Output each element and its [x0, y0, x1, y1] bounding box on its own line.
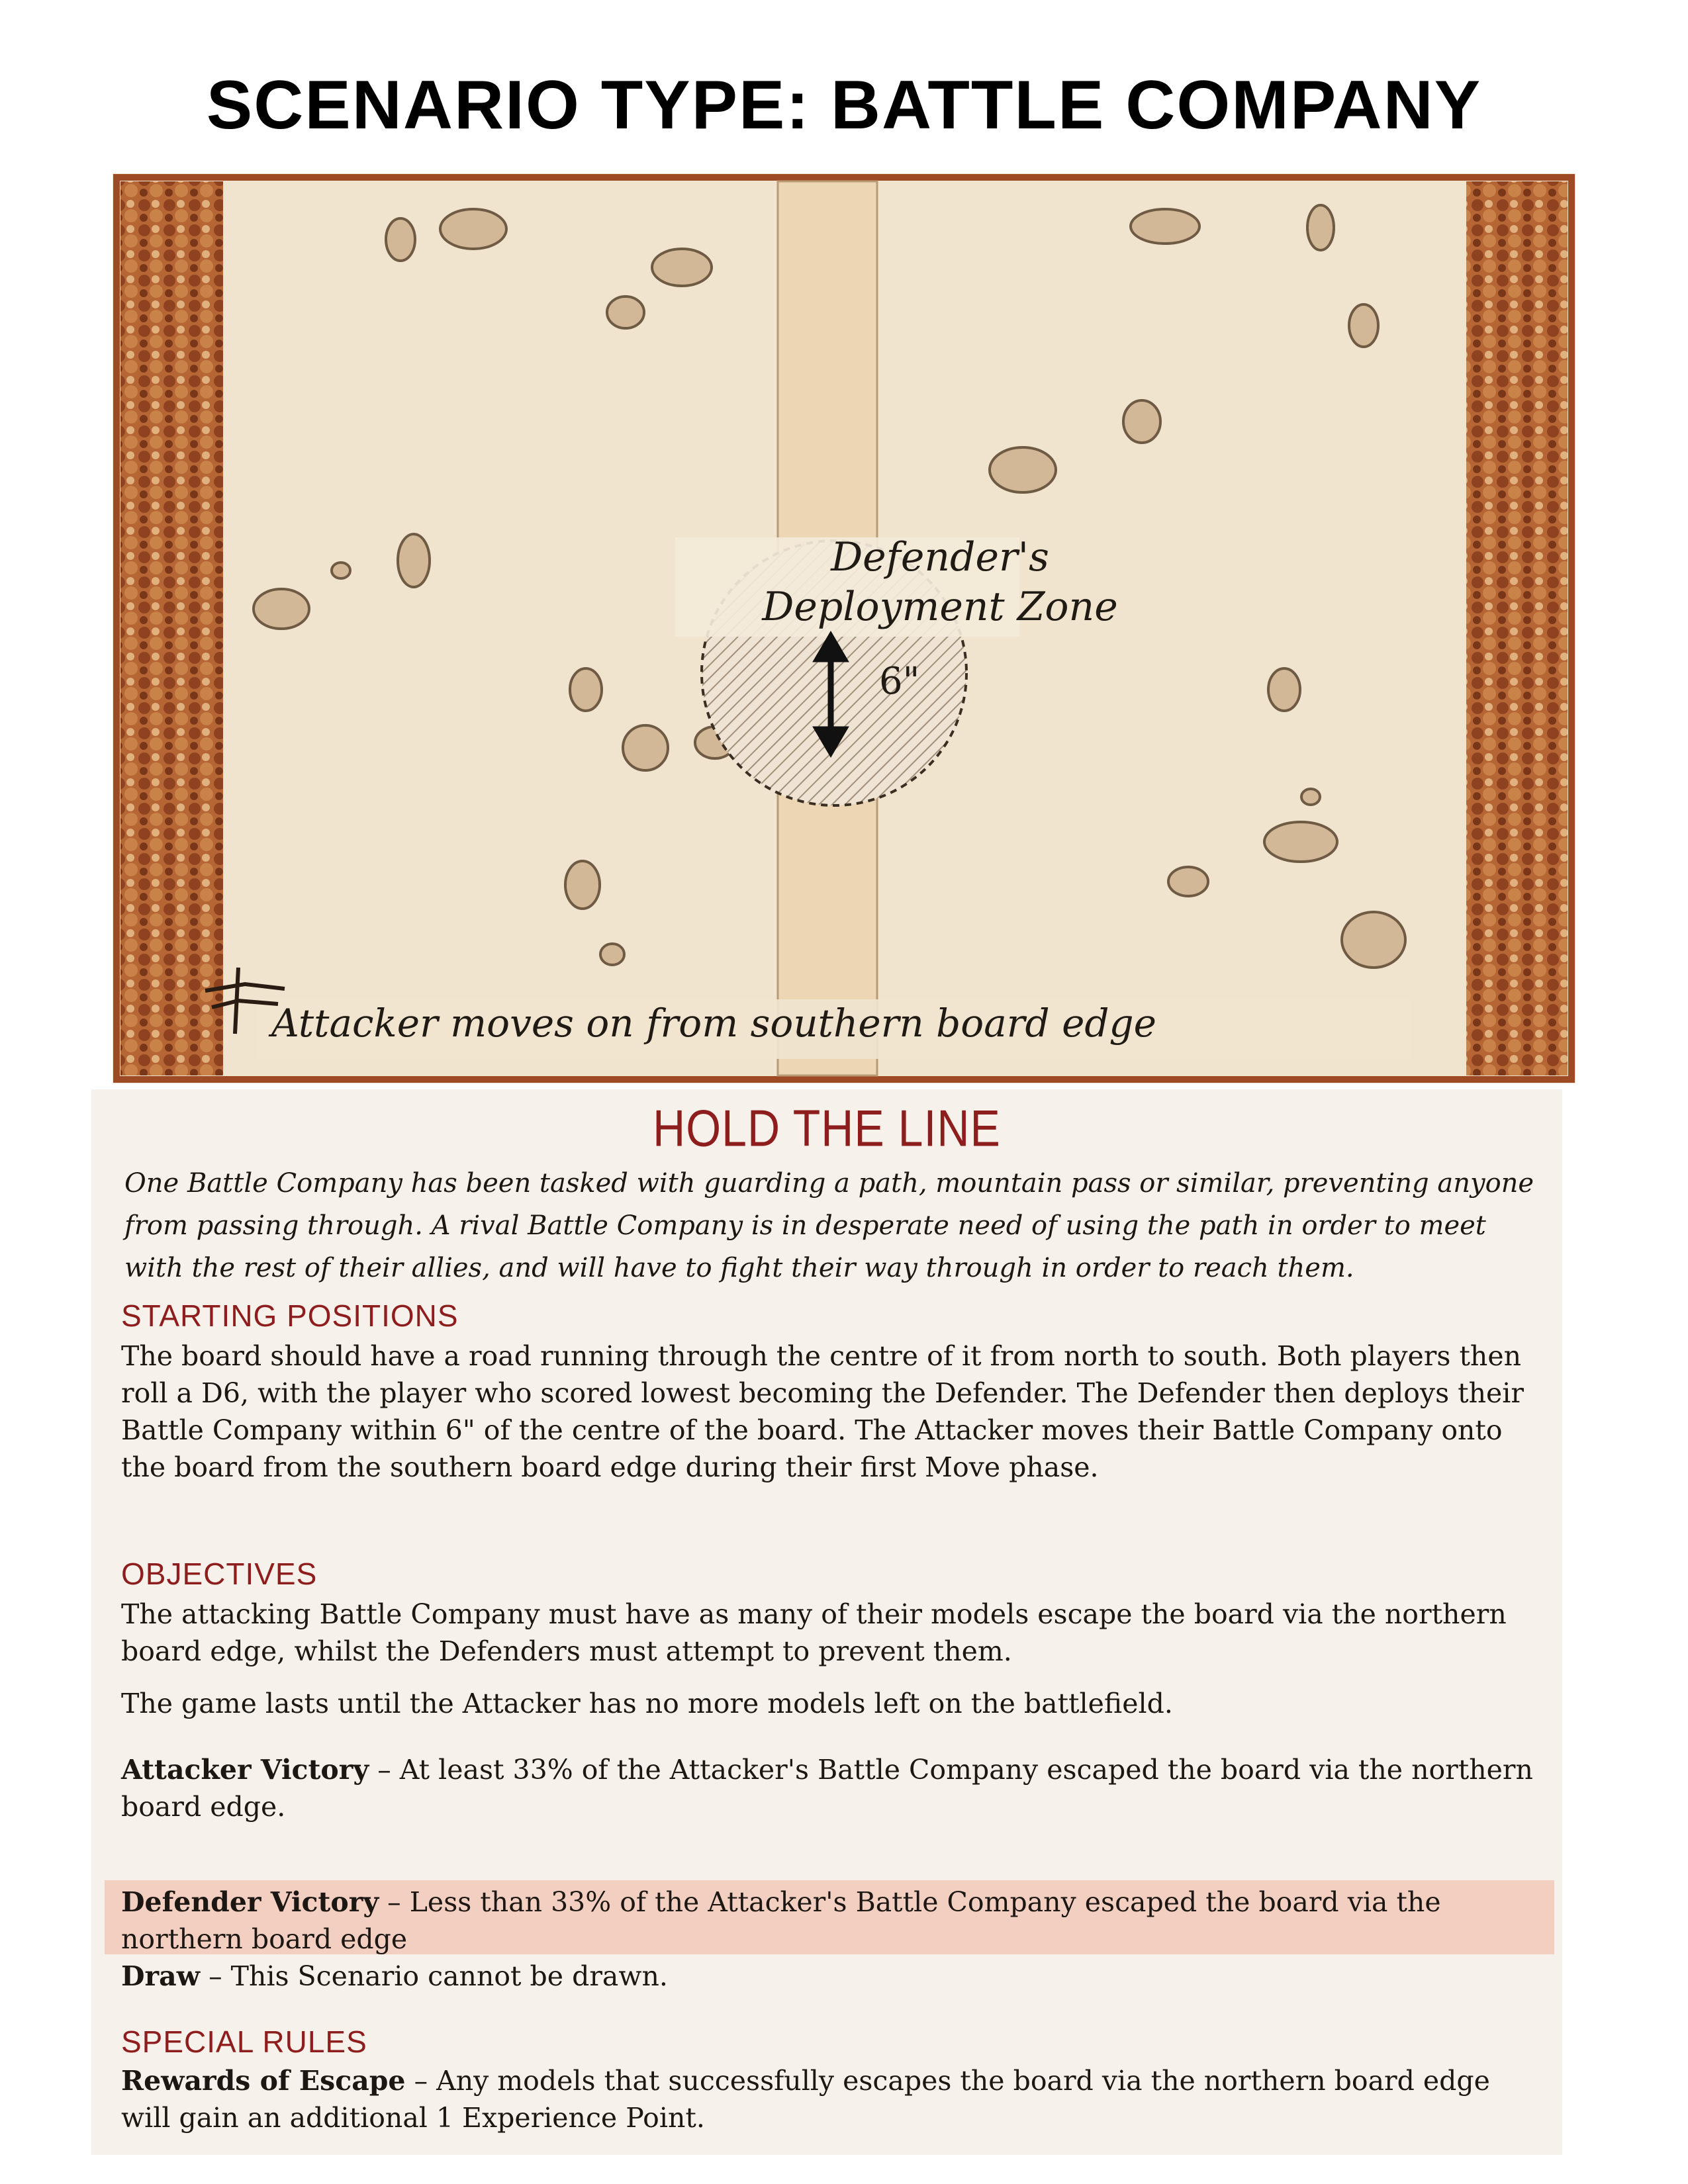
deployment-zone-label-line1: Defender's	[831, 534, 1049, 580]
objectives-heading: OBJECTIVES	[121, 1557, 318, 1591]
draw-label: Draw	[121, 1960, 201, 1992]
page-header-title: SCENARIO TYPE: BATTLE COMPANY	[206, 67, 1482, 144]
draw-text: – This Scenario cannot be drawn.	[200, 1960, 668, 1992]
attacker-victory-text: – At least 33% of the Attacker's Battle Company escaped the board via the northern board edge.	[121, 1754, 1533, 1823]
west-forest	[120, 181, 223, 1075]
rewards-of-escape	[121, 2062, 1544, 2136]
game-length-text: The game lasts until the Attacker has no more models left on the battlefield.	[121, 1688, 1173, 1719]
objectives-text: The attacking Battle Company must have as many of their models escape the board via the northern board edge, whilst the Defenders must attempt to prevent them.	[121, 1598, 1507, 1667]
deployment-zone-distance: 6"	[879, 660, 920, 703]
attacker-victory-label: Attacker Victory	[121, 1754, 369, 1786]
scenario-title: HOLD THE LINE	[653, 1099, 1001, 1158]
attacker-entry-label: Attacker moves on from southern board edge	[271, 1001, 1157, 1046]
rewards-of-escape-text: – Any models that successfully escapes the board via the northern board edge will gain an additional 1 Experience Point.	[121, 2065, 1490, 2134]
battle-map	[113, 173, 1575, 1083]
deployment-zone-label-line2: Deployment Zone	[762, 584, 1118, 630]
scenario-text-panel	[91, 1089, 1562, 2155]
starting-positions-heading: STARTING POSITIONS	[121, 1298, 459, 1333]
starting-positions-text: The board should have a road running through the centre of it from north to south. Both players then roll a D6, with the player who scored lowest becoming the Defender. The Defender then deploys their Battle Company within 6" of the centre of the board. The Attacker moves their Battle Company onto the board from the southern board edge during their first Move phase.	[121, 1340, 1524, 1483]
special-rules-heading: SPECIAL RULES	[121, 2025, 367, 2059]
defender-victory-text: – Less than 33% of the Attacker's Battle Company escaped the board via the northern board edge	[121, 1886, 1441, 1955]
scenario-intro: One Battle Company has been tasked with guarding a path, mountain pass or similar, preventing anyone from passing through. A rival Battle Company is in desperate need of using the path in order to meet with the rest of their allies, and will have to fight their way through in order to reach them.	[124, 1168, 1534, 1283]
attacker-victory	[121, 1751, 1544, 1825]
rewards-of-escape-label: Rewards of Escape	[121, 2065, 406, 2097]
draw-condition	[121, 1958, 1544, 1995]
defender-victory-label: Defender Victory	[121, 1886, 379, 1918]
east-forest	[1466, 181, 1568, 1075]
defender-victory	[121, 1884, 1544, 1958]
